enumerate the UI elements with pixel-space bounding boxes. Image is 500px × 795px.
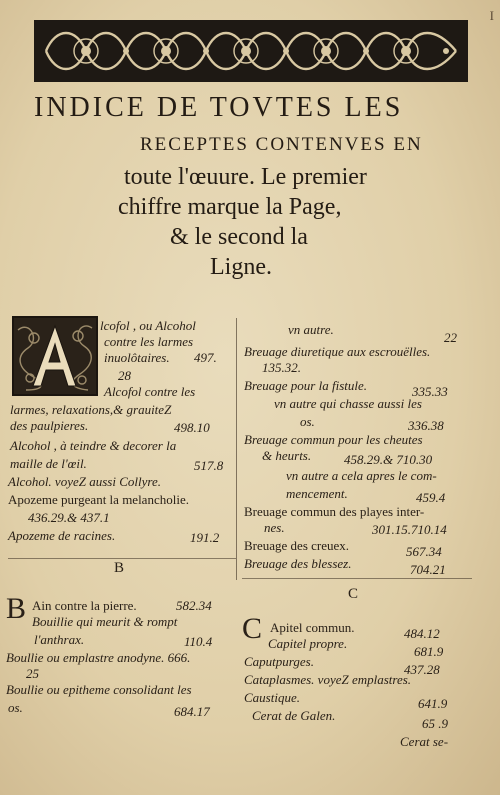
entry-alcofol-cont2: inuolôtaires.: [104, 350, 170, 365]
title-line-5: & le second la: [170, 224, 308, 250]
entry-vn-autre-cela-cont: mencement.: [286, 486, 348, 501]
section-divider-right: [242, 578, 472, 579]
page-ref: 458.29.& 710.30: [344, 452, 433, 467]
entry-breuage-diuretique: Breuage diuretique aux escrouëlles.: [244, 344, 431, 359]
page-ref: 437.28: [404, 662, 440, 677]
entry-cataplasmes: Cataplasmes. voyeZ emplastres.: [244, 672, 412, 687]
entry-breuage-blessez: Breuage des blessez.: [244, 556, 352, 571]
title-line-3: toute l'œuure. Le premier: [124, 164, 367, 190]
page-ref: 459.4: [416, 490, 446, 505]
entry-breuage-playes: Breuage commun des playes inter-: [244, 504, 425, 519]
entry-vn-autre: vn autre.: [288, 322, 334, 337]
line-ref: 22: [444, 330, 457, 345]
page-corner-mark: I: [489, 8, 494, 23]
entry-alcohol-teindre-cont: maille de l'œil.: [10, 456, 87, 471]
entry-bain-pierre: Ain contre la pierre.: [32, 598, 137, 613]
column-divider: [236, 318, 237, 580]
page-ref: 684.17: [174, 704, 210, 719]
section-divider-left: [8, 558, 236, 559]
entry-cerat-galen: Cerat de Galen.: [252, 708, 336, 723]
entry-breuage-cheutes: Breuage commun pour les cheutes: [244, 432, 423, 447]
entry-alcofol: lcofol , ou Alcohol: [100, 318, 196, 333]
page-ref: 335.33: [412, 384, 448, 399]
title-line-6: Ligne.: [210, 254, 272, 280]
entry-apozeme-melancholie: Apozeme purgeant la melancholie.: [8, 492, 189, 507]
initial-c: C: [242, 612, 263, 645]
line-ref: 25: [26, 666, 39, 681]
entry-alcofol-larmes: Alcofol contre les: [104, 384, 196, 399]
page-ref: 498.10: [174, 420, 210, 435]
page-ref: 336.38: [408, 418, 444, 433]
entry-alcofol-larmes-cont2: des paulpieres.: [10, 418, 89, 433]
title-line-4: chiffre marque la Page,: [118, 194, 342, 220]
entry-caputpurges: Caputpurges.: [244, 654, 314, 669]
page-ref: 641.9: [418, 696, 448, 711]
entry-boullie-epitheme: Boullie ou epitheme consolidant les: [6, 682, 192, 697]
entry-caustique: Caustique.: [244, 690, 300, 705]
entry-breuage-cheutes-cont: & heurts.: [262, 448, 312, 463]
entry-vn-autre-cela: vn autre a cela apres le com-: [286, 468, 437, 483]
line-ref: 28: [118, 368, 131, 383]
entry-breuage-fistule: Breuage pour la fistule.: [244, 378, 368, 393]
entry-alcofol-larmes-cont: larmes, relaxations,& grauiteZ: [10, 402, 172, 417]
dropcap-a-icon: [14, 318, 96, 394]
page-ref: 65 .9: [422, 716, 448, 731]
page-ref: 497.: [194, 350, 217, 365]
section-heading-b: B: [114, 560, 125, 576]
entry-boullie-epitheme-cont: os.: [8, 700, 23, 715]
page-ref: 567.34: [406, 544, 442, 559]
page-ref: 582.34: [176, 598, 212, 613]
entry-vn-autre-chasse: vn autre qui chasse aussi les: [274, 396, 422, 411]
ornamental-headpiece: [34, 20, 468, 82]
entry-alcohol-collyre: Alcohol. voyeZ aussi Collyre.: [8, 474, 161, 489]
page-ref: 135.32.: [262, 360, 301, 375]
section-heading-c: C: [348, 586, 359, 602]
entry-breuage-creuex: Breuage des creuex.: [244, 538, 350, 553]
ornament-scroll-pattern: [36, 22, 466, 80]
page-ref: 704.21: [410, 562, 446, 577]
page-ref: 484.12: [404, 626, 440, 641]
title-line-1: INDICE DE TOVTES LES: [34, 92, 404, 123]
entry-breuage-playes-cont: nes.: [264, 520, 285, 535]
dropcap-a-woodcut: [12, 316, 98, 396]
page-ref: 517.8: [194, 458, 224, 473]
page-ref: 681.9: [414, 644, 444, 659]
entry-bouillie-anthrax-cont: l'anthrax.: [34, 632, 85, 647]
initial-b: B: [6, 592, 27, 625]
entry-bouillie-anthrax: Bouillie qui meurit & rompt: [32, 614, 178, 629]
entry-alcofol-cont: contre les larmes: [104, 334, 194, 349]
entry-alcohol-teindre: Alcohol , à teindre & decorer la: [10, 438, 177, 453]
entry-capitel-propre: Capitel propre.: [268, 636, 348, 651]
entry-apozeme-racines: Apozeme de racines.: [8, 528, 116, 543]
page-ref: 301.15.710.14: [372, 522, 447, 537]
page-ref: 191.2: [190, 530, 220, 545]
entry-boullie-anodyne: Boullie ou emplastre anodyne. 666.: [6, 650, 191, 665]
page-ref: 436.29.& 437.1: [28, 510, 110, 525]
page-ref: 110.4: [184, 634, 213, 649]
entry-cerat-catchword: Cerat se-: [400, 734, 449, 749]
entry-capitel-commun: Apitel commun.: [270, 620, 355, 635]
title-line-2: RECEPTES CONTENVES EN: [140, 134, 423, 155]
entry-vn-autre-chasse-cont: os.: [300, 414, 315, 429]
